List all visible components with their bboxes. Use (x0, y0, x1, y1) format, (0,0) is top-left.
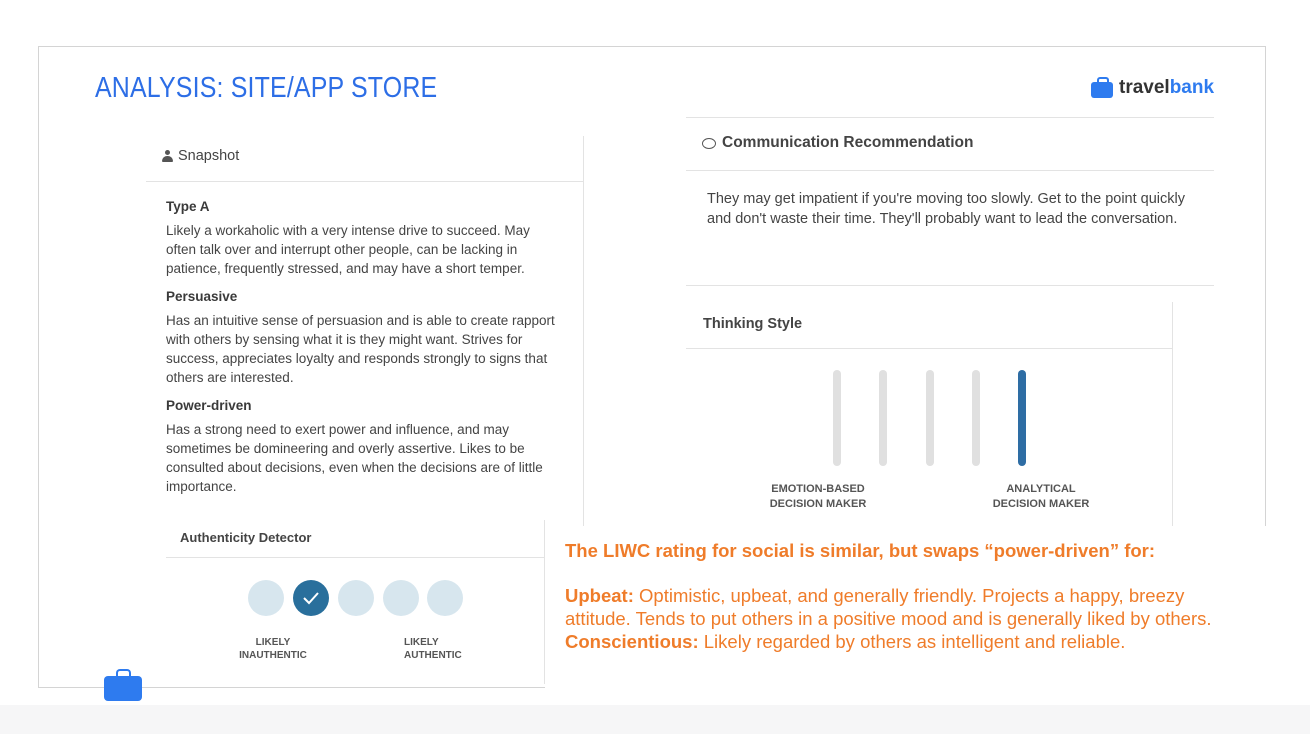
communication-title (702, 134, 973, 152)
authenticity-dot-5 (427, 580, 463, 616)
snapshot-header (146, 136, 583, 182)
snapshot-title-label: Snapshot (178, 148, 240, 164)
authenticity-right-label: LIKELY AUTHENTIC (404, 637, 462, 661)
trait-power-driven (166, 398, 561, 496)
chat-bubble-icon (702, 138, 716, 149)
authenticity-dot-2-selected (293, 580, 329, 616)
liwc-item-label: Conscientious: (565, 631, 699, 652)
page-title: ANALYSIS: SITE/APP STORE (95, 72, 438, 104)
briefcase-icon (104, 676, 142, 701)
thinking-bar-1 (833, 370, 841, 466)
bottom-band (0, 705, 1310, 734)
liwc-note-title: The LIWC rating for social is similar, but swaps “power-driven” for: (565, 540, 1156, 561)
snapshot-title (162, 148, 239, 164)
thinking-bar-4 (972, 370, 980, 466)
user-icon (162, 150, 173, 162)
trait-text: Has a strong need to exert power and influence, and may sometimes be domineering and overly assertive. Likes to be consulted about decisions, even when the decisions are of little importance. (166, 422, 543, 494)
trait-text: Has an intuitive sense of persuasion and is able to create rapport with others by sensing what it is they might want. Strives for success, appreciates loyalty and responds strongly to signs that others are interested. (166, 313, 555, 385)
checkmark-icon (302, 590, 320, 606)
snapshot-panel (146, 136, 584, 526)
liwc-note (545, 526, 1267, 688)
thinking-left-label: EMOTION-BASED DECISION MAKER (769, 483, 867, 510)
trait-persuasive (166, 289, 561, 387)
thinking-right-label: ANALYTICAL DECISION MAKER (992, 483, 1090, 510)
travelbank-logo (1091, 77, 1214, 99)
trait-name: Power-driven (166, 398, 252, 413)
liwc-item-label: Upbeat: (565, 585, 634, 606)
communication-title-label: Communication Recommendation (722, 134, 974, 151)
authenticity-title: Authenticity Detector (180, 530, 312, 545)
communication-panel (686, 117, 1214, 286)
communication-text: They may get impatient if you're moving too slowly. Get to the point quickly and don't waste their time. They'll probably want to lead the conversation. (707, 191, 1185, 227)
liwc-item-text: Optimistic, upbeat, and generally friendly. Projects a happy, breezy attitude. Tends to put others in a positive mood and is generally liked by others. (565, 585, 1212, 629)
liwc-note-body (565, 584, 1255, 653)
communication-header (686, 118, 1214, 171)
authenticity-header (166, 520, 544, 558)
thinking-bar-3 (926, 370, 934, 466)
authenticity-panel (166, 520, 545, 684)
thinking-bar-2 (879, 370, 887, 466)
trait-name: Persuasive (166, 289, 238, 304)
briefcase-icon (1091, 82, 1113, 98)
logo-text: travelbank (1119, 77, 1215, 98)
authenticity-dot-4 (383, 580, 419, 616)
trait-name: Type A (166, 199, 210, 214)
liwc-item-conscientious (565, 630, 1255, 653)
authenticity-left-label: LIKELY INAUTHENTIC (239, 637, 307, 661)
thinking-style-title: Thinking Style (703, 316, 803, 332)
thinking-style-header (686, 302, 1172, 349)
trait-text: Likely a workaholic with a very intense drive to succeed. May often talk over and interrupt other people, can be lacking in patience, frequently stressed, and may have a short temper. (166, 223, 530, 276)
trait-type-a (166, 199, 561, 278)
liwc-item-upbeat (565, 584, 1255, 630)
authenticity-dot-1 (248, 580, 284, 616)
liwc-item-text: Likely regarded by others as intelligent and reliable. (698, 631, 1126, 652)
thinking-bar-5-selected (1018, 370, 1026, 466)
authenticity-dot-3 (338, 580, 374, 616)
thinking-style-panel (686, 302, 1173, 532)
